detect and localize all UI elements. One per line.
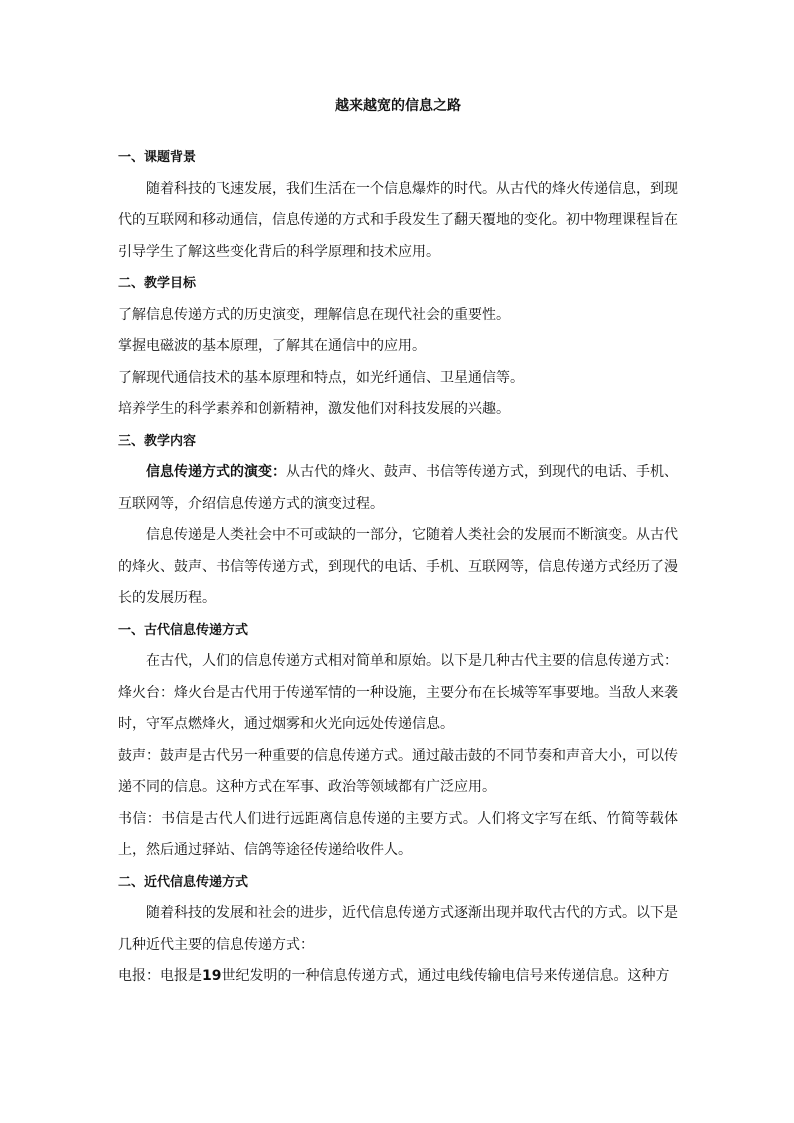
background-paragraph: 随着科技的飞速发展，我们生活在一个信息爆炸的时代。从古代的烽火传递信息，到现代的互联网和移动通信，信息传递的方式和手段发生了翻天覆地的变化。初中物理课程旨在引导学生了解这些变化背后的科学原理和技术应用。 xyxy=(118,180,678,260)
section-heading-content: 三、教学内容 xyxy=(118,433,197,449)
telegraph-prefix: 电报：电报是 xyxy=(118,968,202,984)
evolution-label: 信息传递方式的演变： xyxy=(146,464,286,480)
ancient-item-drum: 鼓声：鼓声是古代另一种重要的信息传递方式。通过敲击鼓的不同节奏和声音大小，可以传递不同的信息。这种方式在军事、政治等领域都有广泛应用。 xyxy=(118,747,678,795)
modern-intro: 随着科技的发展和社会的进步，近代信息传递方式逐渐出现并取代古代的方式。以下是几种近代主要的信息传递方式： xyxy=(118,905,678,953)
evolution-paragraph xyxy=(118,457,678,520)
telegraph-suffix: 世纪发明的一种信息传递方式，通过电线传输电信号来传递信息。这种方 xyxy=(221,968,670,984)
section-heading-goals: 二、教学目标 xyxy=(118,276,197,291)
section-heading-modern: 二、近代信息传递方式 xyxy=(118,874,249,890)
content-paragraph: 信息传递是人类社会中不可或缺的一部分，它随着人类社会的发展而不断演变。从古代的烽火、鼓声、书信等传递方式，到现代的电话、手机、互联网等，信息传递方式经历了漫长的发展历程。 xyxy=(118,527,678,606)
goal-item: 培养学生的科学素养和创新精神，激发他们对科技发展的兴趣。 xyxy=(118,401,510,417)
document-title: 越来越宽的信息之路 xyxy=(335,98,461,114)
modern-item-telegraph xyxy=(118,961,678,993)
ancient-intro: 在古代，人们的信息传递方式相对简单和原始。以下是几种古代主要的信息传递方式： xyxy=(146,653,678,669)
section-heading-ancient: 一、古代信息传递方式 xyxy=(118,622,249,638)
ancient-item-letter: 书信：书信是古代人们进行远距离信息传递的主要方式。人们将文字写在纸、竹简等载体上，然后通过驿站、信鸽等途径传递给收件人。 xyxy=(118,810,678,858)
document-body xyxy=(118,142,678,993)
section-heading-background: 一、课题背景 xyxy=(118,150,197,165)
goal-item: 掌握电磁波的基本原理，了解其在通信中的应用。 xyxy=(118,338,426,354)
ancient-item-beacon: 烽火台：烽火台是古代用于传递军情的一种设施，主要分布在长城等军事要地。当敌人来袭时，守军点燃烽火，通过烟雾和火光向远处传递信息。 xyxy=(118,684,678,732)
goal-item: 了解现代通信技术的基本原理和特点，如光纤通信、卫星通信等。 xyxy=(118,369,524,386)
goal-item: 了解信息传递方式的历史演变，理解信息在现代社会的重要性。 xyxy=(118,306,510,323)
evolution-text: 从古代的烽火、鼓声、书信等传递方式，到现代的电话、手机、互联网等，介绍信息传递方式的演变过程。 xyxy=(118,464,678,512)
telegraph-century: 19 xyxy=(202,968,222,984)
